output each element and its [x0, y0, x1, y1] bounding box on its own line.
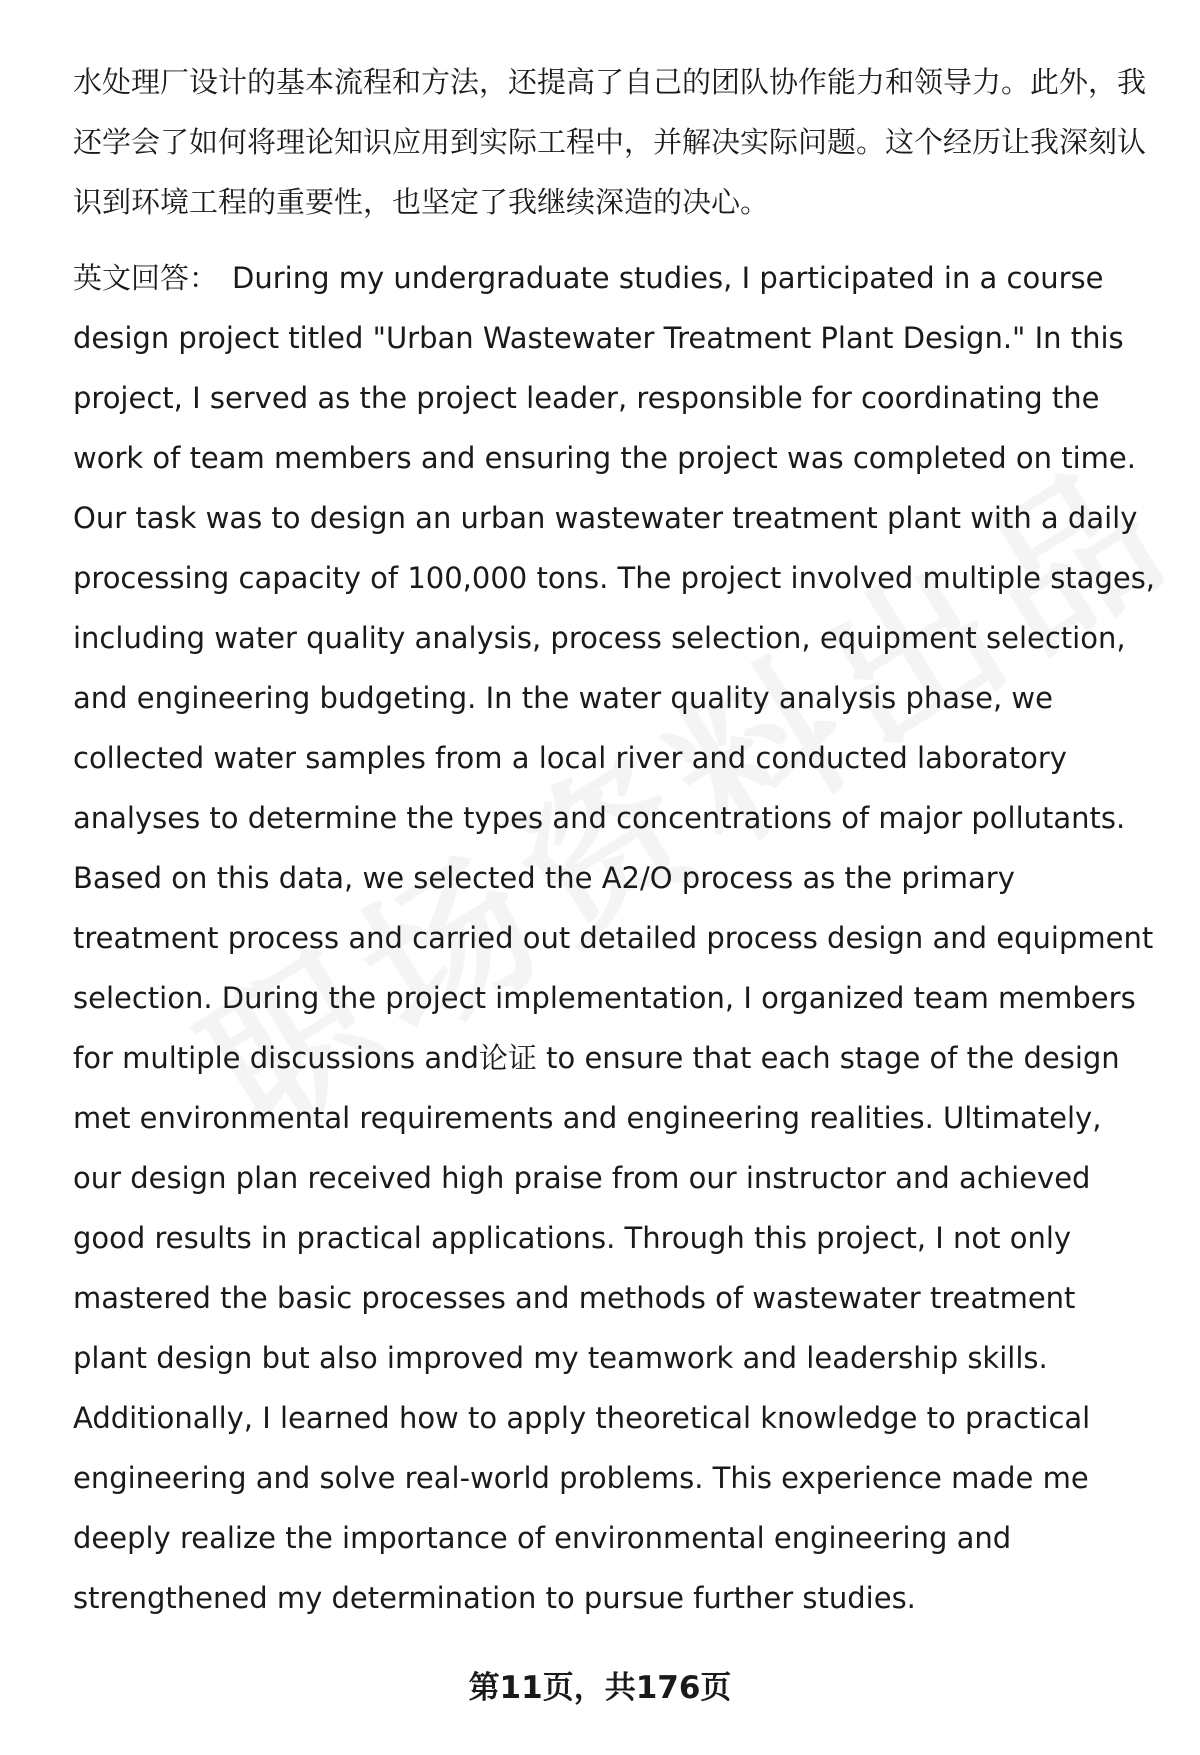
english-answer-text: During my undergraduate studies, I participated in a course design project titled "Urban Wastewater Treatment Plant Design." In this project, I served as the project leader, responsible for coordinating the work of team members and ensuring the project was completed on time. Our task was to design an urban wastewater treatment plant with a daily processing capacity of 100,000 tons. The project involved multiple stages, including water quality analysis, process selection, equipment selection, and engineering budgeting. In the water quality analysis phase, we collected water samples from a local river and conducted laboratory analyses to determine the types and concentrations of major pollutants. Based on this data, we selected the A2/O process as the primary treatment process and carried out detailed process design and equipment selection. During the project implementation, I organized team members for multiple discussions and论证 to ensure that each stage of the design met environmental requirements and engineering realities. Ultimately, our design plan received high praise from our instructor and achieved good results in practical applications. Through this project, I not only mastered the basic processes and methods of wastewater treatment plant design but also improved my teamwork and leadership skills. Additionally, I learned how to apply theoretical knowledge to practical engineering and solve real-world problems. This experience made me deeply realize the importance of environmental engineering and strengthened my determination to pursue further studies.: [73, 261, 1156, 1615]
english-answer-paragraph: [73, 248, 1158, 1628]
page-number-footer: 第11页，共176页: [468, 1670, 732, 1706]
document-body: [73, 52, 1158, 1628]
chinese-paragraph: 水处理厂设计的基本流程和方法，还提高了自己的团队协作能力和领导力。此外，我还学会了如何将理论知识应用到实际工程中，并解决实际问题。这个经历让我深刻认识到环境工程的重要性，也坚定了我继续深造的决心。: [73, 65, 1147, 219]
english-answer-label: 英文回答：: [73, 261, 219, 295]
